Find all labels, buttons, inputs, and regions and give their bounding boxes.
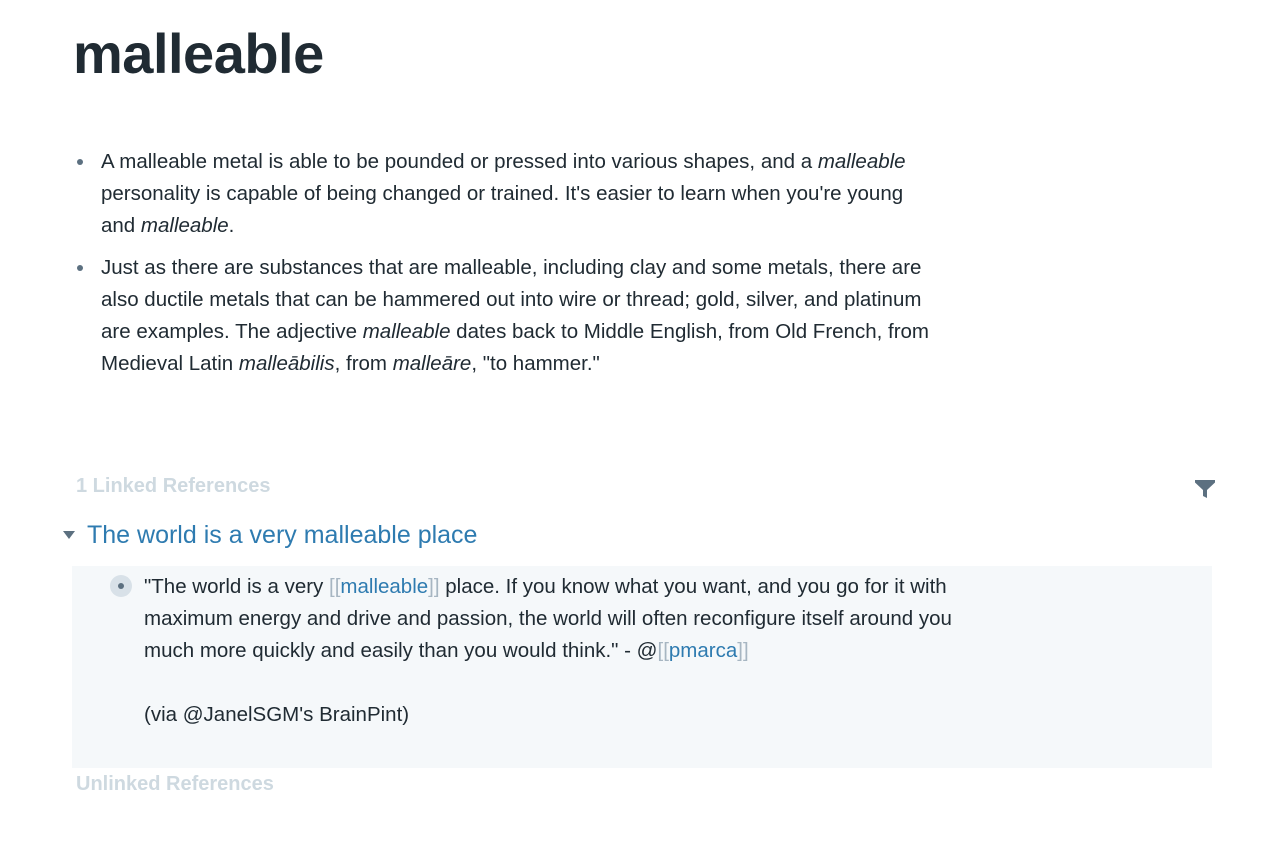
block-0[interactable] — [73, 146, 943, 242]
bullet-icon[interactable] — [110, 575, 132, 597]
block-text[interactable] — [101, 252, 943, 380]
page-title[interactable]: malleable — [73, 22, 324, 85]
text-run-italic: malleāre — [392, 352, 472, 375]
block-list — [73, 146, 943, 390]
text-run: place. If you know what you want, and you go for it with maximum energy and drive and passion, the world will often reconfigure itself around you much more quickly and easily than you would think." - @ — [144, 575, 952, 662]
text-run: "The world is a very — [144, 575, 330, 598]
text-run: . — [228, 214, 235, 237]
bracket-close: ]] — [737, 639, 749, 662]
text-run-italic: malleable — [140, 214, 229, 237]
bullet-icon[interactable] — [77, 265, 83, 271]
text-run: Just as there are substances that are malleable, including clay and some metals, there are also ductile metals that can be hammered out into wire or thread; gold, silver, and platinum are examples. The adjective — [101, 256, 922, 343]
bracket-close: ]] — [428, 575, 440, 598]
text-run-italic: malleābilis — [238, 352, 335, 375]
linked-references-header: 1 Linked References — [76, 475, 271, 497]
reference-block[interactable] — [144, 571, 964, 731]
text-run: personality is capable of being changed or trained. It's easier to learn when you're young and — [101, 182, 904, 237]
text-run: dates back to Middle English, from Old French, from Medieval Latin — [101, 320, 929, 375]
text-run-italic: malleable — [362, 320, 451, 343]
reference-group-header — [60, 518, 477, 552]
bracket-open: [[ — [329, 575, 341, 598]
page-link-malleable[interactable]: malleable — [340, 575, 429, 598]
text-run: , "to hammer." — [471, 352, 600, 375]
block-text[interactable] — [101, 146, 943, 242]
text-run-italic: malleable — [817, 150, 906, 173]
reference-page-link[interactable]: The world is a very malleable place — [87, 521, 478, 549]
filter-icon[interactable] — [1193, 477, 1217, 501]
reference-block-container — [72, 566, 1212, 768]
bullet-icon[interactable] — [77, 159, 83, 165]
block-1[interactable] — [73, 252, 943, 380]
unlinked-references-header[interactable]: Unlinked References — [76, 773, 274, 795]
text-run: , from — [334, 352, 393, 375]
bracket-open: [[ — [657, 639, 669, 662]
text-run: (via @JanelSGM's BrainPint) — [144, 703, 410, 726]
caret-down-icon[interactable] — [62, 528, 76, 542]
page-link-pmarca[interactable]: pmarca — [668, 639, 738, 662]
text-run: A malleable metal is able to be pounded or pressed into various shapes, and a — [101, 150, 818, 173]
blank-line — [144, 667, 964, 699]
